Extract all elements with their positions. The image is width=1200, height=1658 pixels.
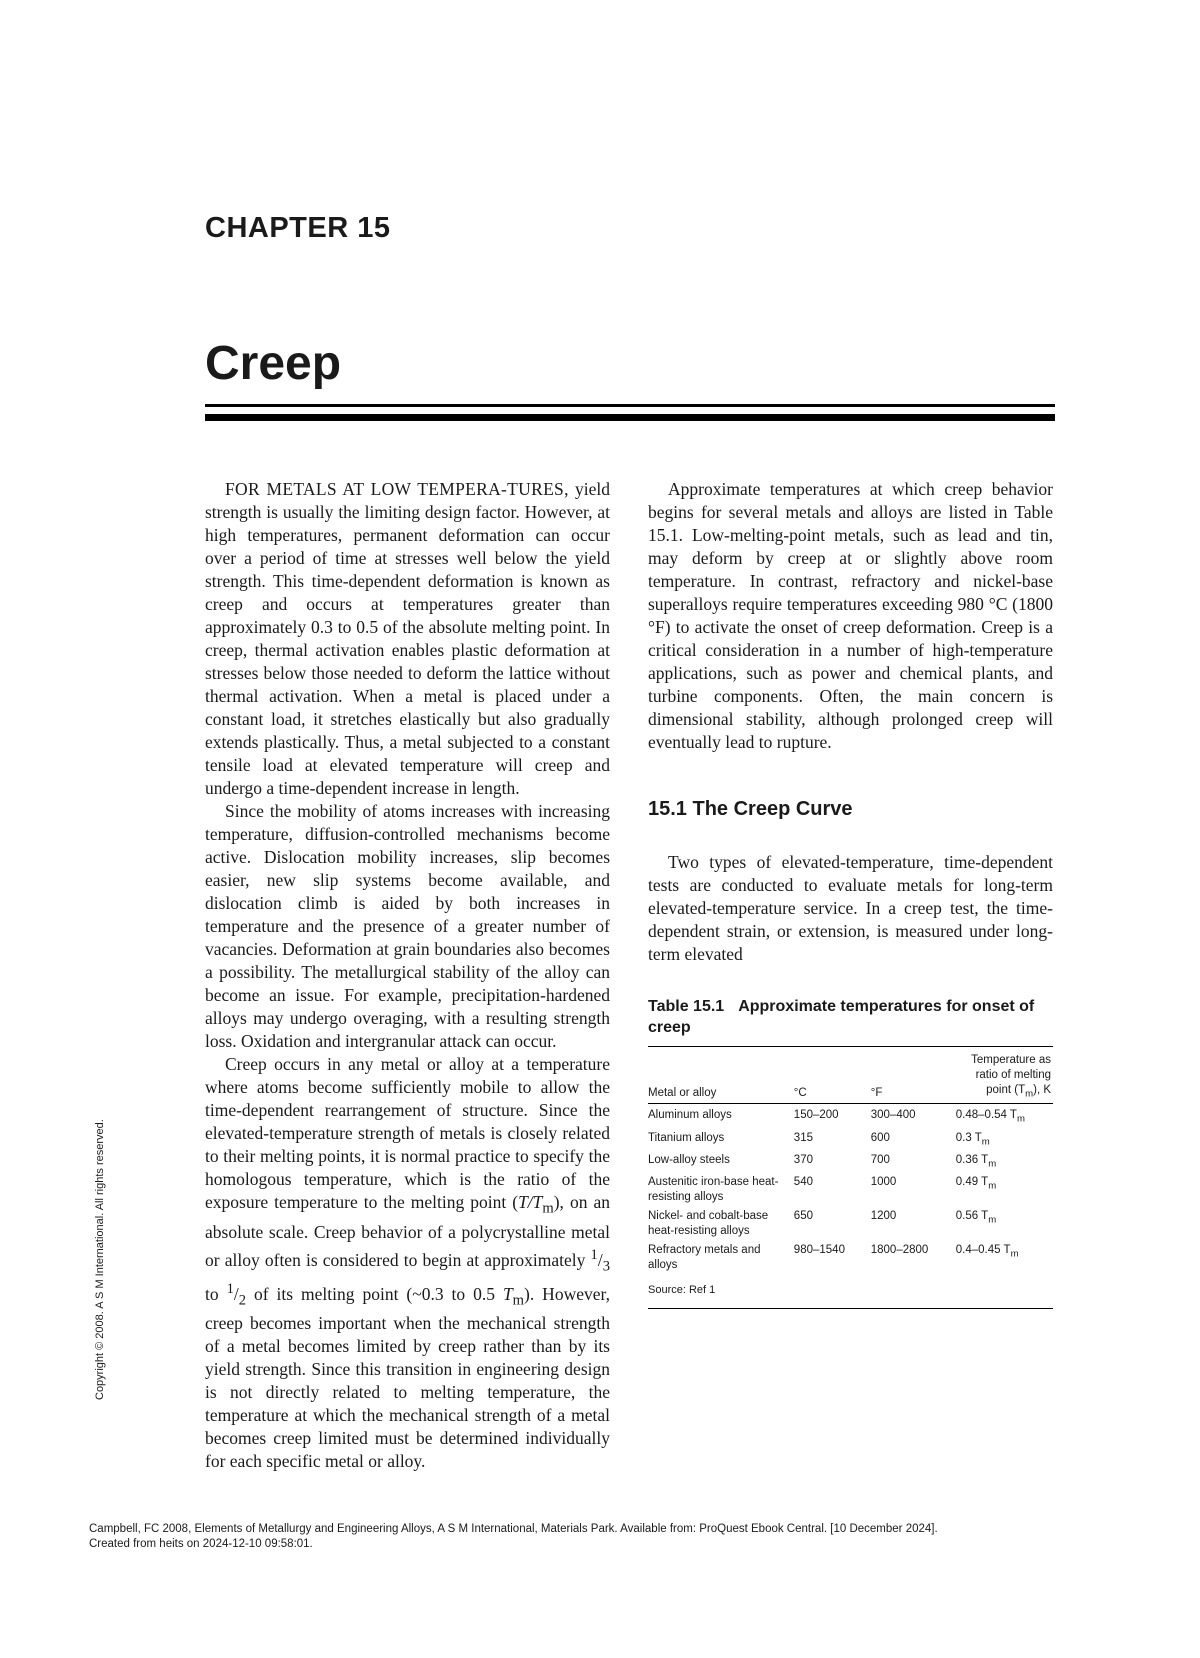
homologous-tm: T — [502, 1283, 513, 1304]
table-source: Source: Ref 1 — [648, 1275, 1053, 1309]
header-ratio-line2: ratio of melting — [975, 1069, 1051, 1081]
paragraph-temperatures: Approximate temperatures at which creep behavior begins for several metals and alloys are listed in Table 15.1. Low-melting-point metals, such as lead and tin, may deform by creep at or slightly above room temperature. In contrast, refractory and nickel-base superalloys require temperatures exceeding 980 °C (1800 °F) to activate the onset of creep deformation. Creep is a critical consideration in a number of high-temperature applications, such as power and chemical plants, and turbine components. Often, the main concern is dimensional stability, although prolonged creep will eventually lead to rupture. — [648, 479, 1053, 752]
table-row — [648, 1241, 1053, 1275]
cell-fahrenheit: 600 — [870, 1131, 890, 1144]
table-row — [648, 1173, 1053, 1207]
header-fahrenheit: °F — [870, 1087, 883, 1100]
cell-melting-ratio-sub: m — [988, 1214, 997, 1226]
table-row — [648, 1207, 1053, 1241]
cell-melting-ratio — [956, 1104, 1053, 1129]
cell-melting-ratio-value: 0.3 T — [955, 1131, 982, 1144]
homologous-tm-sub: m — [512, 1292, 525, 1309]
text-column-left — [205, 478, 610, 1473]
cell-fahrenheit: 1200 — [870, 1210, 897, 1223]
cell-melting-ratio-sub: m — [1010, 1248, 1019, 1260]
homologous-text-a: Creep occurs in any metal or alloy at a temperature where atoms become sufficiently mobile to allow the time-dependent rearrangement of structure. Since the elevated-temperature strength of metals is closely related to their melting points, it is normal practice to specify the homologous temperature, which is the ratio of the exposure temperature to the melting point ( — [205, 1054, 610, 1212]
header-metal-or-alloy: Metal or alloy — [648, 1087, 717, 1100]
cell-fahrenheit: 300–400 — [870, 1109, 916, 1122]
table-body — [648, 1104, 1053, 1275]
cell-metal-or-alloy: Titanium alloys — [648, 1131, 725, 1144]
table-header-row — [648, 1047, 1053, 1104]
cell-melting-ratio — [956, 1241, 1053, 1275]
chapter-title: Creep — [205, 337, 342, 390]
cell-melting-ratio — [956, 1207, 1053, 1241]
cell-melting-ratio-sub: m — [981, 1135, 990, 1147]
cell-celsius: 315 — [793, 1131, 813, 1144]
header-ratio-line3-a: point (T — [986, 1084, 1026, 1096]
cell-celsius: 150–200 — [793, 1109, 839, 1122]
intro-text: yield strength is usually the limiting design factor. However, at high temperatures, permanent deformation can occur over a period of time at stresses well below the yield strength. This time-dependent deformation is known as creep and occurs at temperatures greater than approximately 0.3 to 0.5 of the absolute melting point. In creep, thermal activation enables plastic deformation at stresses below those needed to deform the lattice without thermal activation. When a metal is placed under a constant load, it stretches elastically but also gradually extends plastically. Thus, a metal subjected to a constant tensile load at elevated temperature will creep and undergo a time-dependent increase in length. — [205, 479, 611, 798]
cell-melting-ratio-value: 0.49 T — [955, 1176, 989, 1189]
table-caption-number: Table 15.1 — [648, 998, 725, 1015]
title-rule-thin — [205, 404, 1055, 407]
cell-celsius: 370 — [793, 1153, 813, 1166]
title-rule-thick — [205, 414, 1055, 421]
intro-lead-caps: FOR METALS AT LOW TEMPERA-TURES, — [225, 479, 569, 499]
paragraph-creep-tests: Two types of elevated-temperature, time-dependent tests are conducted to evaluate metals for long-term elevated-temperature service. In a creep test, the time-dependent strain, or extension, is measured under long-term elevated — [648, 852, 1053, 964]
header-melting-ratio — [956, 1047, 1053, 1104]
citation-footer — [89, 1522, 1169, 1552]
homologous-text-b: ), on an absolute scale. Creep behavior of a polycrystalline metal or alloy often is considered to begin at approximately — [205, 1192, 610, 1270]
table-row — [648, 1104, 1053, 1129]
table-caption-text: Approximate temperatures for onset of creep — [648, 998, 1035, 1036]
header-ratio-line3-b: ), K — [1033, 1084, 1051, 1096]
cell-melting-ratio — [956, 1151, 1053, 1173]
created-line: Created from heits on 2024-12-10 09:58:01. — [89, 1538, 313, 1550]
citation-line: Campbell, FC 2008, Elements of Metallurgy and Engineering Alloys, A S M International, Materials Park. Available from: ProQuest Ebook Central. [10 December 2024]. — [89, 1523, 938, 1535]
cell-melting-ratio-value: 0.56 T — [955, 1210, 989, 1223]
creep-onset-table — [648, 1046, 1053, 1275]
table-caption — [648, 996, 1053, 1038]
cell-melting-ratio — [956, 1129, 1053, 1151]
cell-melting-ratio-sub: m — [988, 1158, 997, 1170]
cell-fahrenheit: 1000 — [870, 1176, 897, 1189]
cell-metal-or-alloy: Austenitic iron-base heat-resisting alloys — [648, 1176, 779, 1204]
cell-melting-ratio-value: 0.36 T — [955, 1153, 989, 1166]
cell-metal-or-alloy: Nickel- and cobalt-base heat-resisting alloys — [648, 1210, 769, 1238]
table-row — [648, 1151, 1053, 1173]
cell-metal-or-alloy: Refractory metals and alloys — [648, 1244, 761, 1272]
cell-melting-ratio — [956, 1173, 1053, 1207]
homologous-ratio-sub: m — [542, 1200, 554, 1217]
paragraph-mobility: Since the mobility of atoms increases with increasing temperature, diffusion-controlled mechanisms become active. Dislocation mobility increases, slip becomes easier, new slip systems become available, and dislocation climb is aided by both increases in temperature and the presence of a greater number of vacancies. Deformation at grain boundaries also becomes a possibility. The metallurgical stability of the alloy can become an issue. For example, precipitation-hardened alloys may undergo overaging, with a resulting strength loss. Oxidation and intergranular attack can occur. — [205, 801, 610, 1051]
homologous-to: to — [205, 1283, 227, 1304]
header-ratio-line3-sub: m — [1025, 1088, 1034, 1100]
cell-metal-or-alloy: Aluminum alloys — [648, 1109, 732, 1122]
paragraph-intro — [205, 478, 610, 800]
header-ratio-line1: Temperature as — [971, 1054, 1051, 1066]
cell-celsius: 980–1540 — [793, 1244, 845, 1257]
cell-metal-or-alloy: Low-alloy steels — [648, 1153, 730, 1166]
homologous-text-c: of its melting point (~0.3 to 0.5 — [246, 1283, 503, 1304]
cell-melting-ratio-value: 0.4–0.45 T — [955, 1244, 1011, 1257]
cell-fahrenheit: 1800–2800 — [870, 1244, 929, 1257]
cell-fahrenheit: 700 — [870, 1153, 890, 1166]
copyright-notice: Copyright © 2008. A S M International. All rights reserved. — [94, 1119, 106, 1400]
cell-melting-ratio-sub: m — [1016, 1113, 1025, 1125]
fraction-one-half-den: 2 — [238, 1292, 247, 1309]
paragraph-homologous: Creep occurs in any metal or alloy at a temperature where atoms become sufficiently mobile to allow the time-dependent rearrangement of structure. Since the elevated-temperature strength of metals is closely related to their melting points, it is normal practice to specify the homologous temperature, which is the ratio of the exposure temperature to the melting point $(T/T_m)$, on an absolute scale. Creep behavior of a polycrystalline metal or alloy often is considered to begin at approximately $^1/_3$ to $^1/_2$ of its melting point (~0.3 to 0.5 $T_m$). However, creep becomes important when the mechanical strength of a metal becomes limited by creep rather than by its yield strength. Since this transition in engineering design is not directly related to melting temperature, the temperature at which the mechanical strength of a metal becomes creep limited must be determined individually for each specific metal or alloy. — [205, 1054, 610, 1472]
cell-melting-ratio-value: 0.48–0.54 T — [955, 1109, 1017, 1122]
chapter-number: CHAPTER 15 — [205, 212, 391, 244]
header-celsius: °C — [793, 1087, 807, 1100]
section-heading-creep-curve: 15.1 The Creep Curve — [648, 798, 853, 820]
cell-celsius: 650 — [793, 1210, 813, 1223]
cell-melting-ratio-sub: m — [988, 1180, 997, 1192]
table-row — [648, 1129, 1053, 1151]
fraction-one-third-den: 3 — [602, 1257, 610, 1274]
homologous-text-d: ). However, creep becomes important when the mechanical strength of a metal becomes limited by creep rather than by its yield strength. Since this transition in engineering design is not directly related to melting temperature, the temperature at which the mechanical strength of a metal becomes creep limited must be determined individually for each specific metal or alloy. — [205, 1283, 610, 1472]
text-column-right — [648, 478, 1053, 1309]
homologous-ratio: T/T — [518, 1192, 543, 1212]
fraction-one-third-num: 1 — [590, 1246, 598, 1263]
fraction-one-half-num: 1 — [226, 1280, 234, 1297]
cell-celsius: 540 — [793, 1176, 813, 1189]
